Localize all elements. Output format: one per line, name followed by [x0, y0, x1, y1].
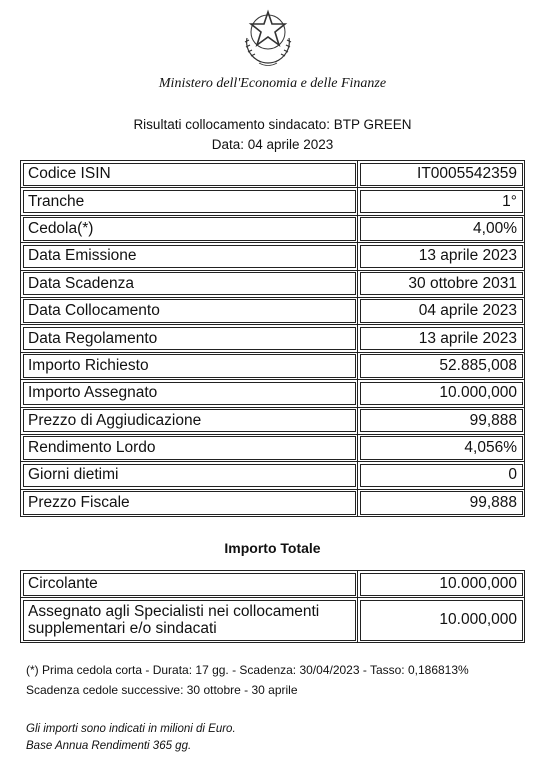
table-row	[21, 297, 525, 324]
row-value: IT0005542359	[358, 161, 525, 188]
row-label: Importo Richiesto	[21, 352, 358, 379]
row-value: 52.885,008	[358, 352, 525, 379]
row-label: Importo Assegnato	[21, 380, 358, 407]
italian-republic-emblem-icon	[239, 8, 297, 68]
row-value: 13 aprile 2023	[358, 325, 525, 352]
page-title	[0, 115, 545, 155]
note-line-1: Gli importi sono indicati in milioni di Euro.	[26, 723, 236, 735]
row-value: 0	[358, 462, 525, 489]
row-label: Prezzo Fiscale	[21, 489, 358, 516]
table-row	[21, 434, 525, 461]
footnote-line-2: Scadenza cedole successive: 30 ottobre - 30 aprile	[26, 683, 298, 697]
row-value: 99,888	[358, 407, 525, 434]
title-line-1: Risultati collocamento sindacato: BTP GREEN	[133, 117, 412, 132]
table-row	[21, 462, 525, 489]
row-label: Cedola(*)	[21, 215, 358, 242]
table-row	[21, 352, 525, 379]
table-row	[21, 270, 525, 297]
table-row	[21, 215, 525, 242]
footnote-line-1: (*) Prima cedola corta - Durata: 17 gg. - Scadenza: 30/04/2023 - Tasso: 0,186813%	[26, 663, 469, 677]
row-label: Data Regolamento	[21, 325, 358, 352]
row-value: 04 aprile 2023	[358, 297, 525, 324]
row-label: Giorni dietimi	[21, 462, 358, 489]
note-line-2: Base Annua Rendimenti 365 gg.	[26, 740, 192, 752]
totals-table	[20, 570, 525, 643]
row-label: Data Collocamento	[21, 297, 358, 324]
row-value: 10.000,000	[358, 571, 525, 598]
footnote	[26, 660, 469, 700]
row-value: 4,056%	[358, 434, 525, 461]
table-row	[21, 571, 525, 598]
table-row	[21, 407, 525, 434]
notes	[26, 721, 236, 755]
totals-heading: Importo Totale	[224, 540, 321, 556]
table-row	[21, 243, 525, 270]
ministry-name: Ministero dell'Economia e delle Finanze	[158, 76, 387, 91]
title-line-2: Data: 04 aprile 2023	[211, 137, 334, 152]
table-row	[21, 598, 525, 643]
row-value: 10.000,000	[358, 380, 525, 407]
table-row	[21, 325, 525, 352]
table-row	[21, 380, 525, 407]
row-value: 4,00%	[358, 215, 525, 242]
row-label: Circolante	[21, 571, 358, 598]
row-label: Codice ISIN	[21, 161, 358, 188]
row-value: 10.000,000	[358, 598, 525, 643]
table-row	[21, 161, 525, 188]
results-table	[20, 160, 525, 517]
row-label: Data Emissione	[21, 243, 358, 270]
row-label: Data Scadenza	[21, 270, 358, 297]
row-value: 30 ottobre 2031	[358, 270, 525, 297]
table-row	[21, 489, 525, 516]
row-label: Assegnato agli Specialisti nei collocamenti supplementari e/o sindacati	[21, 598, 358, 643]
row-label: Rendimento Lordo	[21, 434, 358, 461]
row-value: 99,888	[358, 489, 525, 516]
table-row	[21, 188, 525, 215]
row-label: Tranche	[21, 188, 358, 215]
row-label: Prezzo di Aggiudicazione	[21, 407, 358, 434]
row-value: 13 aprile 2023	[358, 243, 525, 270]
row-value: 1°	[358, 188, 525, 215]
